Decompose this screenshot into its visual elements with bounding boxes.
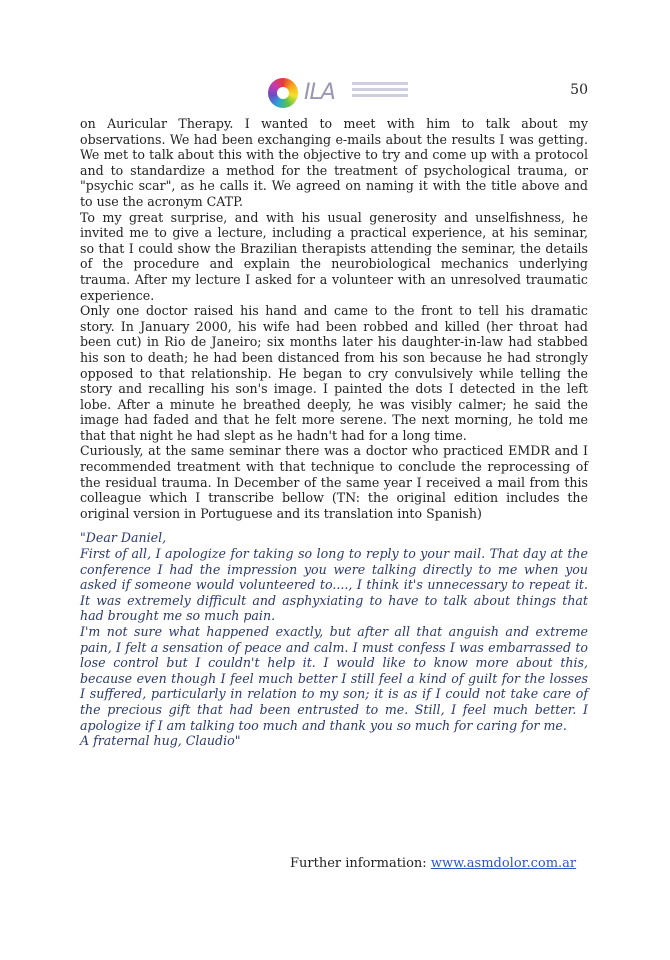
page-footer bbox=[290, 856, 590, 871]
page-number: 50 bbox=[570, 82, 588, 98]
logo-text: ILA bbox=[304, 80, 335, 105]
logo-tagline-lines bbox=[352, 82, 408, 100]
ila-logo bbox=[268, 78, 408, 108]
paragraph: Curiously, at the same seminar there was a doctor who practiced EMDR and I recommended treatment with that technique to conclude the reprocessing of the residual trauma. In December of the same year I received a mail from this colleague which I transcribe bellow (TN: the original edition includes the original version in Portuguese and its translation into Spanish) bbox=[80, 443, 588, 521]
paragraph: Only one doctor raised his hand and came to the front to tell his dramatic story. In January 2000, his wife had been robbed and killed (her throat had been cut) in Rio de Janeiro; six months later his daughter-in-law had stabbed his son to death; he had been distanced from his son because he had strongly opposed to that relationship. He began to cry convulsively while telling the story and recalling his son's image. I painted the dots I detected in the left lobe. After a minute he breathed deeply, he was visibly calmer; he said the image had faded and that he felt more serene. The next morning, he told me that that night he had slept as he hadn't had for a long time. bbox=[80, 303, 588, 443]
letter-signoff: A fraternal hug, Claudio" bbox=[80, 733, 241, 749]
paragraph: on Auricular Therapy. I wanted to meet with him to talk about my observations. We had been exchanging e-mails about the results I was getting. We met to talk about this with the objective to try and come up with a protocol and to standardize a method for the treatment of psychological trauma, or "psychic scar", as he calls it. We agreed on naming it with the title above and to use the acronym CATP. bbox=[80, 116, 588, 209]
paragraph: To my great surprise, and with his usual generosity and unselfishness, he invited me to give a lecture, including a practical experience, at his seminar, so that I could show the Brazilian therapists attending the seminar, the details of the procedure and explain the neurobiological mechanics underlying trauma. After my lecture I asked for a volunteer with an unresolved traumatic experience. bbox=[80, 209, 588, 303]
body-text bbox=[80, 116, 588, 749]
color-wheel-icon bbox=[268, 78, 298, 108]
footer-label: Further information: bbox=[290, 856, 427, 871]
letter-paragraph: I'm not sure what happened exactly, but after all that anguish and extreme pain, I felt a sensation of peace and calm. I must confess I was embarrassed to lose control but I couldn't help it. I would like to know more about this, because even though I feel much better I still feel a kind of guilt for the losses I suffered, particularly in relation to my son; it is as if I could not take care of the precious gift that had been entrusted to me. Still, I feel much better. I apologize if I am talking too much and thank you so much for caring for me. bbox=[80, 624, 588, 733]
quoted-letter bbox=[80, 530, 588, 748]
website-link[interactable]: www.asmdolor.com.ar bbox=[430, 856, 577, 871]
letter-paragraph: First of all, I apologize for taking so long to reply to your mail. That day at the conference I had the impression you were talking directly to me when you asked if someone would volunteered to...., I think it's unnecessary to repeat it. It was extremely difficult and asphyxiating to have to talk about things that had brought me so much pain. bbox=[80, 546, 588, 624]
letter-salutation: "Dear Daniel, bbox=[80, 530, 167, 546]
page-header bbox=[0, 76, 670, 112]
